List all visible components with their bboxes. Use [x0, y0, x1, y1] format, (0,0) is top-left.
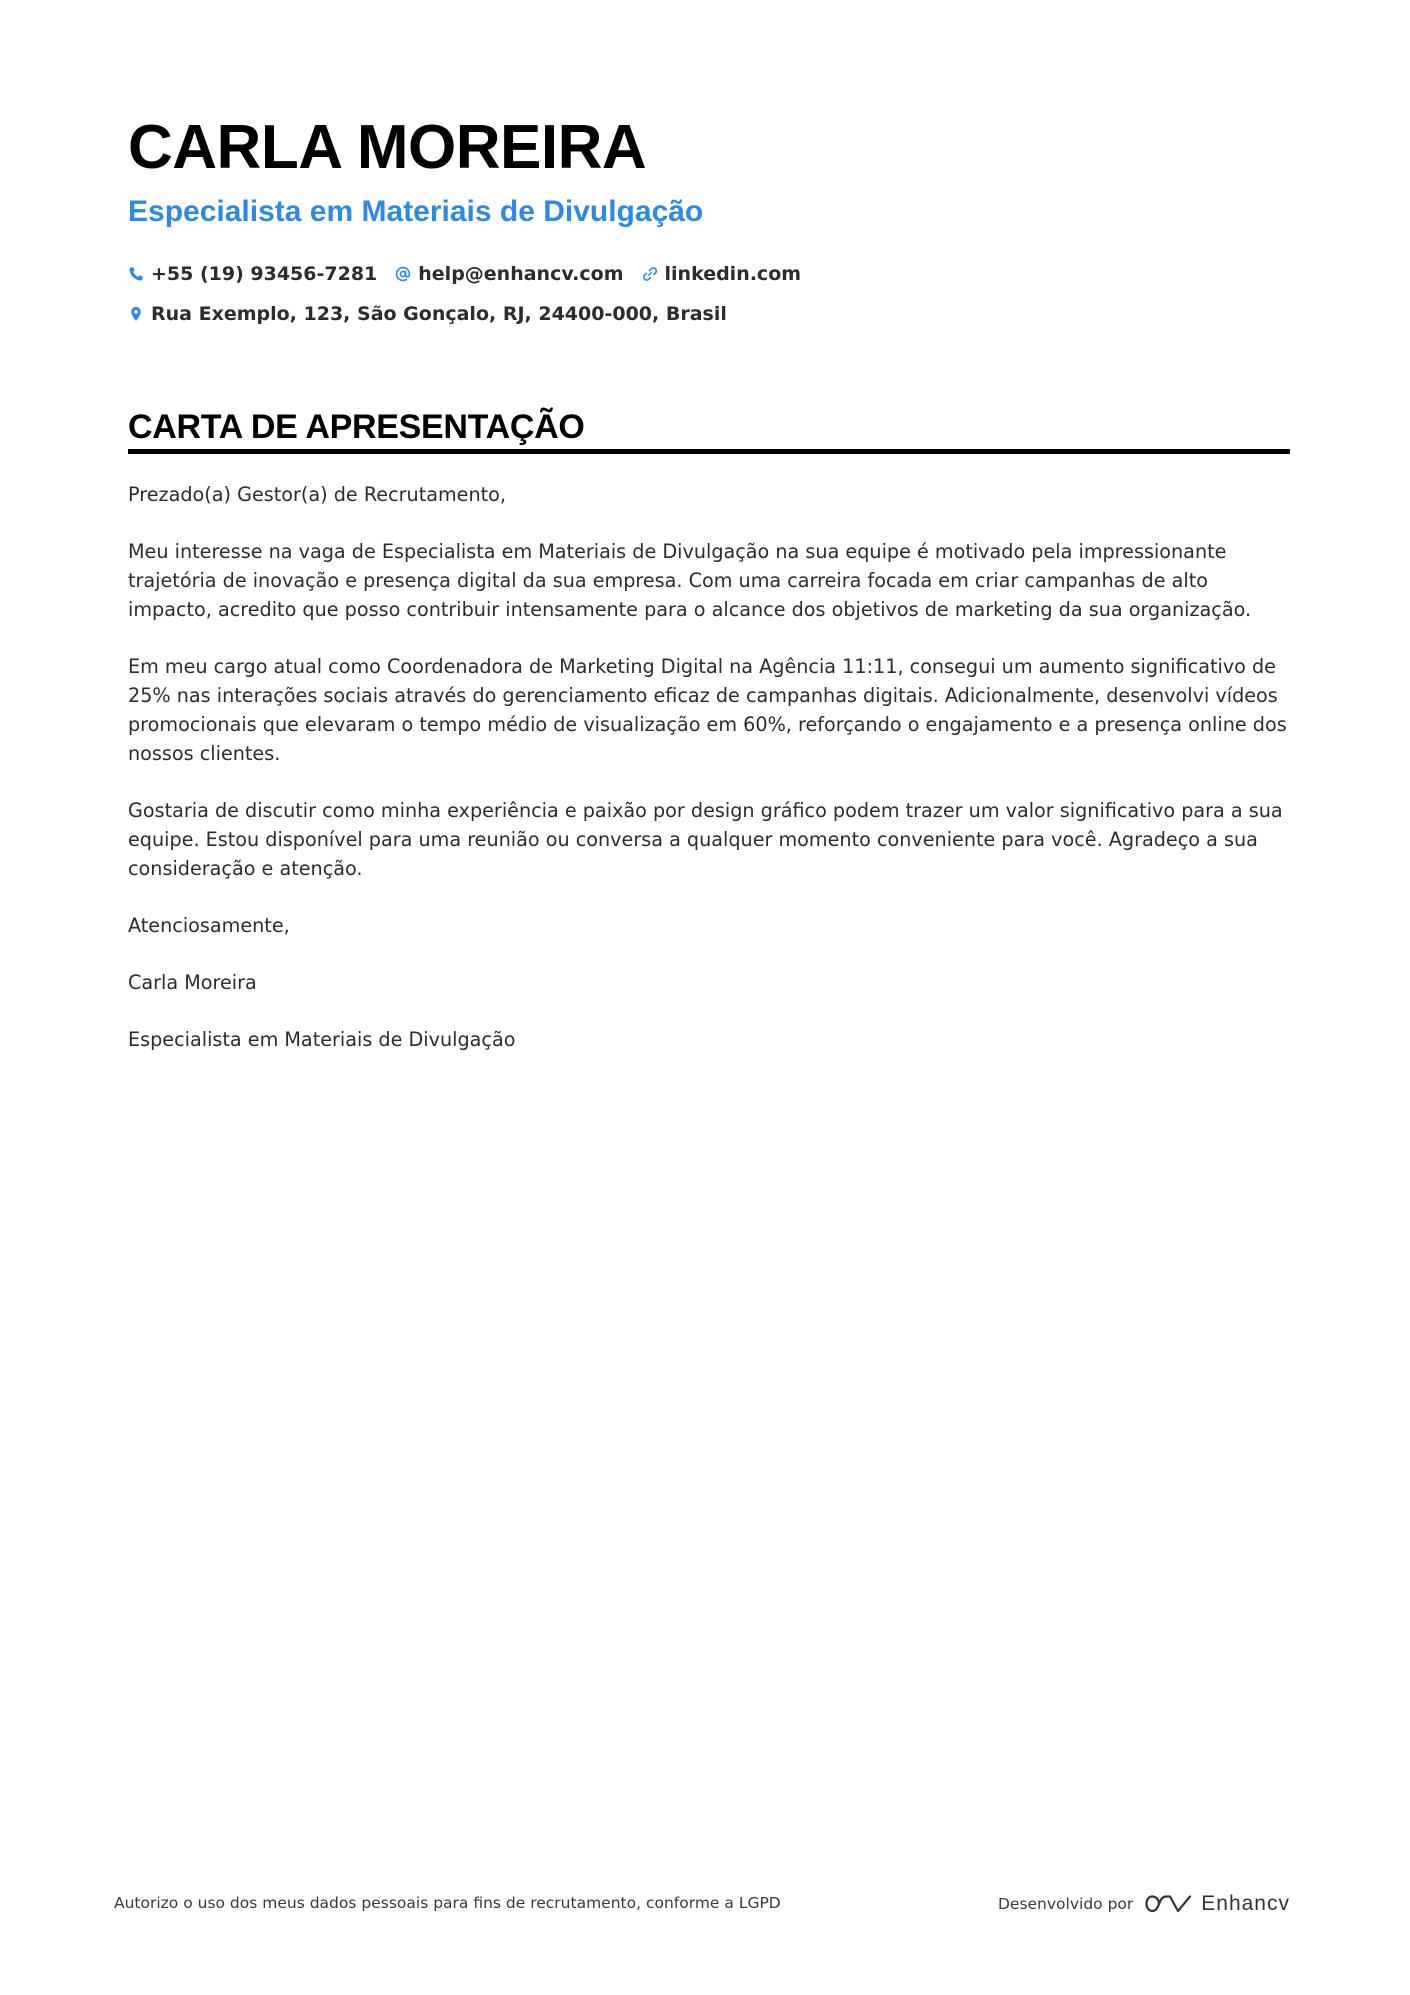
letter-paragraph: Gostaria de discutir como minha experiência e paixão por design gráfico podem trazer um valor significativo para a sua equipe. Estou disponível para uma reunião ou conversa a qualquer momento conveniente para você. Agradeço a sua consideração e atenção.: [128, 799, 1283, 880]
contact-link[interactable]: [642, 263, 802, 285]
letter-signature-role: Especialista em Materiais de Divulgação: [128, 1028, 516, 1051]
resume-header: [128, 108, 1288, 334]
section-title: CARTA DE APRESENTAÇÃO: [128, 408, 585, 446]
letter-signature-name: Carla Moreira: [128, 971, 257, 994]
phone-icon: [128, 266, 144, 282]
contact-info: [128, 254, 1288, 334]
section-divider: [128, 449, 1290, 454]
contact-phone: [128, 263, 377, 285]
letter-greeting: Prezado(a) Gestor(a) de Recrutamento,: [128, 483, 506, 506]
email-text: help@enhancv.com: [418, 263, 624, 285]
footer-branding[interactable]: [990, 1884, 1290, 1924]
link-icon: [642, 266, 658, 282]
brand-name: Enhancv: [1201, 1892, 1290, 1915]
phone-text: +55 (19) 93456-7281: [151, 263, 378, 285]
link-text: linkedin.com: [664, 263, 802, 285]
address-text: Rua Exemplo, 123, São Gonçalo, RJ, 24400-000, Brasil: [151, 303, 727, 325]
cover-letter-section: [128, 405, 1290, 1082]
letter-paragraph: Em meu cargo atual como Coordenadora de Marketing Digital na Agência 11:11, consegui um aumento significativo de 25% nas interações sociais através do gerenciamento eficaz de campanhas digitais. Adicionalmente, desenvolvi vídeos promocionais que elevaram o tempo médio de visualização em 60%, reforçando o engajamento e a presença online dos nossos clientes.: [128, 655, 1287, 765]
letter-body: [128, 480, 1290, 1054]
powered-by-label: Desenvolvido por: [997, 1895, 1134, 1913]
enhancv-logo-icon: [1145, 1892, 1193, 1916]
at-icon: [395, 266, 411, 282]
candidate-role: Especialista em Materiais de Divulgação: [128, 195, 704, 228]
footer-consent: Autorizo o uso dos meus dados pessoais para fins de recrutamento, conforme a LGPD: [114, 1894, 781, 1912]
contact-address: [128, 303, 727, 325]
contact-row-2: [128, 294, 1288, 334]
contact-email[interactable]: [395, 263, 623, 285]
letter-paragraph: Meu interesse na vaga de Especialista em Materiais de Divulgação na sua equipe é motivado pela impressionante trajetória de inovação e presença digital da sua empresa. Com uma carreira focada em criar campanhas de alto impacto, acredito que posso contribuir intensamente para o alcance dos objetivos de marketing da sua organização.: [128, 540, 1252, 621]
candidate-name: CARLA MOREIRA: [128, 113, 647, 182]
contact-row-1: [128, 254, 1288, 294]
map-pin-icon: [128, 306, 144, 322]
letter-closing: Atenciosamente,: [128, 914, 290, 937]
